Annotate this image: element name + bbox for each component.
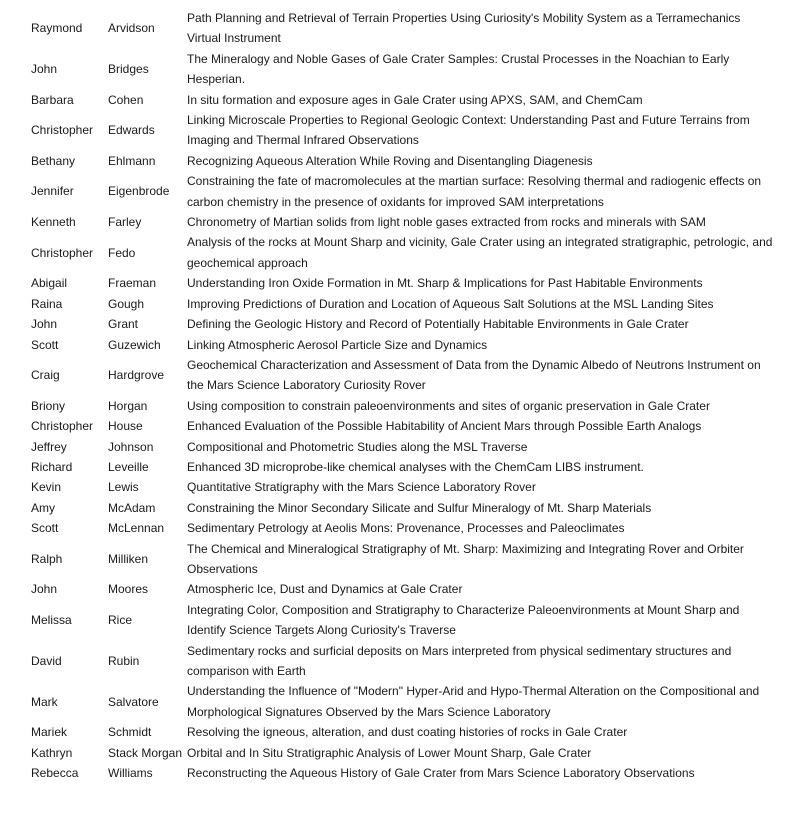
- table-row: [31, 743, 776, 763]
- first-name-cell: Craig: [31, 368, 60, 383]
- first-name-cell: Christopher: [31, 419, 94, 434]
- first-name-cell: Kevin: [31, 480, 62, 495]
- project-title-cell: Recognizing Aqueous Alteration While Roving and Disentangling Diagenesis: [187, 153, 593, 168]
- first-name-cell: Amy: [31, 500, 55, 515]
- last-name-cell: Grant: [108, 317, 139, 332]
- project-title-cell: Path Planning and Retrieval of Terrain Properties Using Curiosity's Mobility System as a Terramechanics Virtual Instrument: [187, 11, 741, 46]
- project-title-cell: Linking Atmospheric Aerosol Particle Size and Dynamics: [187, 337, 488, 352]
- project-title-cell: Compositional and Photometric Studies along the MSL Traverse: [187, 439, 528, 454]
- last-name-cell: McAdam: [108, 500, 156, 515]
- project-title-cell: Understanding the Influence of "Modern" Hyper-Arid and Hypo-Thermal Alteration on the Compositional and Morphological Signatures Observed by the Mars Science Laboratory: [187, 684, 760, 719]
- first-name-cell: Kathryn: [31, 745, 73, 760]
- table-row: [31, 273, 776, 293]
- table-row: [31, 355, 776, 396]
- first-name-cell: Barbara: [31, 92, 74, 107]
- project-title-cell: Constraining the Minor Secondary Silicate and Sulfur Mineralogy of Mt. Sharp Materials: [187, 500, 652, 515]
- last-name-cell: Fraeman: [108, 276, 157, 291]
- first-name-cell: Raina: [31, 296, 63, 311]
- table-row: [31, 498, 776, 518]
- table-row: [31, 151, 776, 171]
- last-name-cell: Leveille: [108, 459, 149, 474]
- project-title-cell: Integrating Color, Composition and Stratigraphy to Characterize Paleoenvironments at Mount Sharp and Identify Science Targets Along Curiosity's Traverse: [187, 602, 740, 638]
- table-row: [31, 681, 776, 722]
- last-name-cell: Fedo: [108, 245, 136, 260]
- table-row: [31, 335, 776, 355]
- table-row: [31, 110, 776, 151]
- last-name-cell: Johnson: [108, 439, 154, 454]
- project-title-cell: Enhanced Evaluation of the Possible Habitability of Ancient Mars through Possible Earth Analogs: [187, 419, 702, 434]
- last-name-cell: Arvidson: [108, 21, 155, 36]
- first-name-cell: Rebecca: [31, 766, 79, 781]
- investigators-table: [31, 8, 776, 783]
- first-name-cell: Richard: [31, 459, 73, 474]
- project-title-cell: Understanding Iron Oxide Formation in Mt. Sharp & Implications for Past Habitable Environments: [187, 276, 703, 291]
- table-row: [31, 579, 776, 599]
- table-row: [31, 600, 776, 641]
- first-name-cell: David: [31, 653, 62, 668]
- project-title-cell: Chronometry of Martian solids from light noble gases extracted from rocks and minerals with SAM: [187, 215, 706, 230]
- first-name-cell: Christopher: [31, 123, 94, 138]
- last-name-cell: Lewis: [108, 480, 139, 495]
- table-row: [31, 49, 776, 90]
- first-name-cell: Jeffrey: [31, 439, 67, 454]
- last-name-cell: Hardgrove: [108, 368, 165, 383]
- last-name-cell: Schmidt: [108, 725, 152, 740]
- table-row: [31, 518, 776, 538]
- project-title-cell: Improving Predictions of Duration and Location of Aqueous Salt Solutions at the MSL Landing Sites: [187, 296, 714, 311]
- table-row: [31, 457, 776, 477]
- project-title-cell: Analysis of the rocks at Mount Sharp and vicinity, Gale Crater using an integrated stratigraphic, petrologic, and geochemical approach: [187, 235, 773, 270]
- last-name-cell: McLennan: [108, 521, 165, 536]
- first-name-cell: Raymond: [31, 21, 83, 36]
- table-row: [31, 294, 776, 314]
- project-title-cell: Geochemical Characterization and Assessment of Data from the Dynamic Albedo of Neutrons Instrument on the Mars Science Laboratory Curiosity Rover: [187, 357, 761, 393]
- project-title-cell: In situ formation and exposure ages in Gale Crater using APXS, SAM, and ChemCam: [187, 92, 643, 107]
- last-name-cell: Gough: [108, 296, 145, 311]
- table-row: [31, 8, 776, 49]
- project-title-cell: Orbital and In Situ Stratigraphic Analysis of Lower Mount Sharp, Gale Crater: [187, 745, 592, 760]
- first-name-cell: Scott: [31, 337, 59, 352]
- last-name-cell: Bridges: [108, 62, 149, 77]
- table-row: [31, 232, 776, 273]
- table-row: [31, 477, 776, 497]
- first-name-cell: Jennifer: [31, 184, 74, 199]
- last-name-cell: Rubin: [108, 653, 140, 668]
- first-name-cell: Kenneth: [31, 215, 76, 230]
- first-name-cell: John: [31, 317, 58, 332]
- first-name-cell: Bethany: [31, 153, 76, 168]
- first-name-cell: Briony: [31, 398, 66, 413]
- project-title-cell: Atmospheric Ice, Dust and Dynamics at Gale Crater: [187, 582, 463, 597]
- project-title-cell: Resolving the igneous, alteration, and dust coating histories of rocks in Gale Crater: [187, 725, 628, 740]
- table-body: [31, 8, 776, 783]
- last-name-cell: Milliken: [108, 551, 149, 566]
- last-name-cell: Edwards: [108, 123, 155, 138]
- project-title-cell: Defining the Geologic History and Record of Potentially Habitable Environments in Gale Crater: [187, 317, 689, 332]
- project-title-cell: The Chemical and Mineralogical Stratigraphy of Mt. Sharp: Maximizing and Integrating Rover and Orbiter Observations: [187, 541, 744, 576]
- investigators-table-container: [31, 8, 776, 783]
- project-title-cell: The Mineralogy and Noble Gases of Gale Crater Samples: Crustal Processes in the Noachian to Early Hesperian.: [187, 51, 730, 87]
- last-name-cell: Moores: [108, 582, 149, 597]
- project-title-cell: Reconstructing the Aqueous History of Gale Crater from Mars Science Laboratory Observations: [187, 766, 695, 781]
- first-name-cell: Ralph: [31, 551, 63, 566]
- first-name-cell: Scott: [31, 521, 59, 536]
- last-name-cell: Guzewich: [108, 337, 161, 352]
- project-title-cell: Quantitative Stratigraphy with the Mars Science Laboratory Rover: [187, 480, 536, 495]
- table-row: [31, 539, 776, 580]
- last-name-cell: Rice: [108, 612, 133, 627]
- project-title-cell: Using composition to constrain paleoenvironments and sites of organic preservation in Gale Crater: [187, 398, 710, 413]
- first-name-cell: John: [31, 582, 58, 597]
- last-name-cell: Williams: [108, 766, 153, 781]
- table-row: [31, 90, 776, 110]
- last-name-cell: Eigenbrode: [108, 184, 170, 199]
- table-row: [31, 171, 776, 212]
- last-name-cell: Stack Morgan: [108, 745, 183, 760]
- first-name-cell: Mariek: [31, 725, 68, 740]
- first-name-cell: Christopher: [31, 245, 94, 260]
- project-title-cell: Enhanced 3D microprobe-like chemical analyses with the ChemCam LIBS instrument.: [187, 459, 644, 474]
- project-title-cell: Sedimentary rocks and surficial deposits on Mars interpreted from physical sedimentary structures and comparison with Earth: [187, 643, 732, 678]
- last-name-cell: House: [108, 419, 143, 434]
- project-title-cell: Linking Microscale Properties to Regional Geologic Context: Understanding Past and Future Terrains from Imaging and Thermal Infrared Observations: [187, 113, 750, 148]
- first-name-cell: Mark: [31, 694, 58, 709]
- project-title-cell: Constraining the fate of macromolecules at the martian surface: Resolving thermal and radiogenic effects on carbon chemistry in the presence of oxidants for improved SAM interpretations: [187, 174, 762, 209]
- project-title-cell: Sedimentary Petrology at Aeolis Mons: Provenance, Processes and Paleoclimates: [187, 521, 625, 536]
- last-name-cell: Farley: [108, 215, 142, 230]
- table-row: [31, 212, 776, 232]
- first-name-cell: John: [31, 62, 58, 77]
- last-name-cell: Cohen: [108, 92, 144, 107]
- last-name-cell: Horgan: [108, 398, 148, 413]
- last-name-cell: Ehlmann: [108, 153, 156, 168]
- table-row: [31, 722, 776, 742]
- first-name-cell: Abigail: [31, 276, 68, 291]
- table-row: [31, 314, 776, 334]
- table-row: [31, 641, 776, 682]
- last-name-cell: Salvatore: [108, 694, 159, 709]
- table-row: [31, 763, 776, 783]
- table-row: [31, 437, 776, 457]
- first-name-cell: Melissa: [31, 612, 72, 627]
- table-row: [31, 416, 776, 436]
- table-row: [31, 396, 776, 416]
